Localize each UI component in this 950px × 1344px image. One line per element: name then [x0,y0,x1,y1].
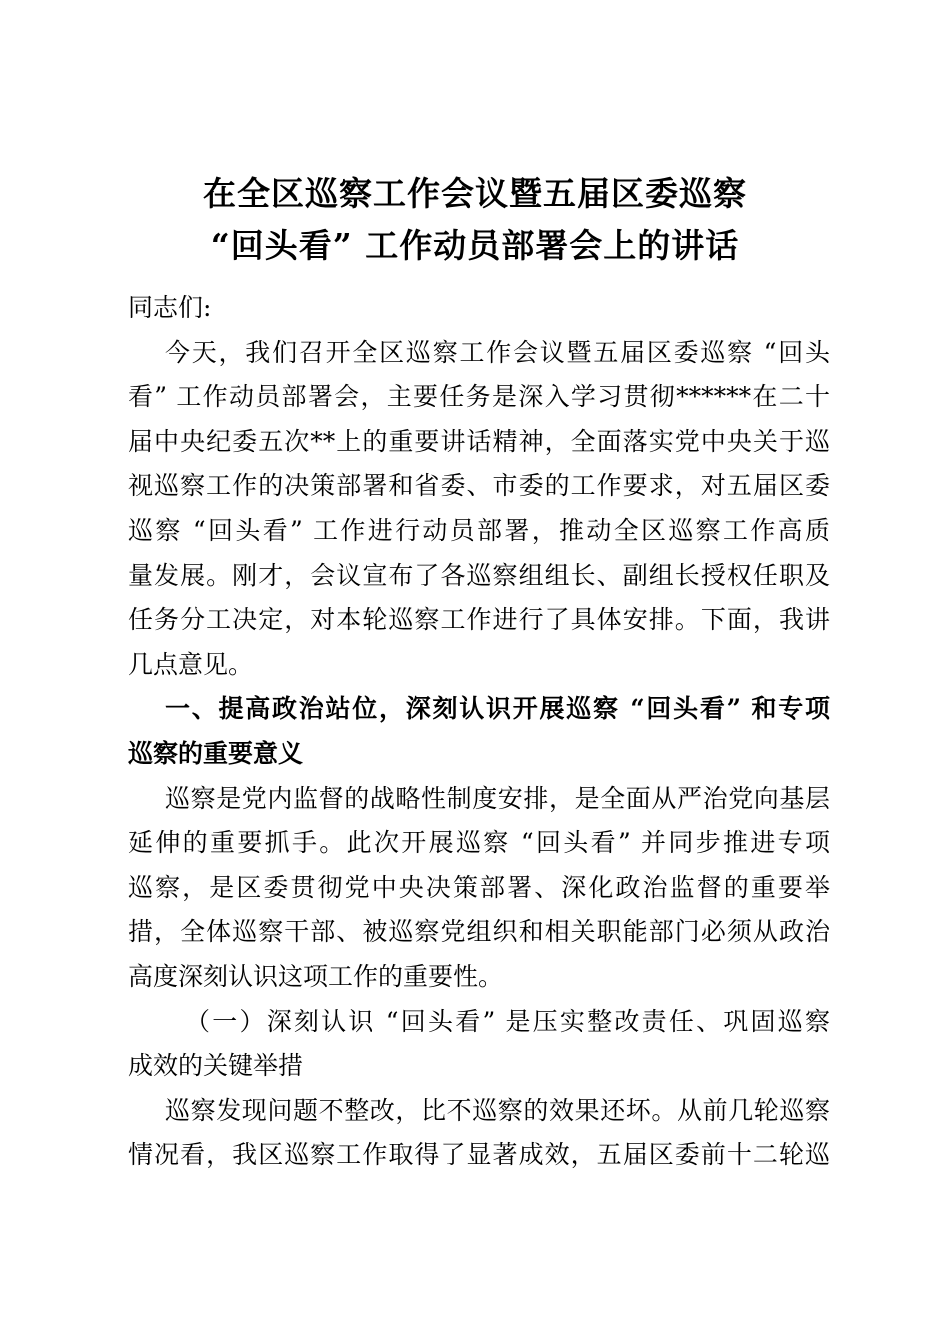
paragraph-section-1 [128,777,830,1000]
text-line: 延伸的重要抓手。此次开展巡察 “回头看” 并同步推进专项 [128,828,830,858]
document-title-line-2: “回头看” 工作动员部署会上的讲话 [210,226,740,265]
document-title-line-1: 在全区巡察工作会议暨五届区委巡察 [203,174,747,213]
text-line: 情况看，我区巡察工作取得了显著成效，五届区委前十二轮巡 [128,1140,830,1170]
text-line: 看” 工作动员部署会，主要任务是深入学习贯彻******在二十 [128,382,830,412]
text-line: 量发展。刚才，会议宣布了各巡察组组长、副组长授权任职及 [128,560,830,590]
text-line: 措，全体巡察干部、被巡察党组织和相关职能部门必须从政治 [128,917,830,947]
heading-line: 成效的关键举措 [128,1051,304,1081]
text-line: 高度深刻认识这项工作的重要性。 [128,961,504,991]
salutation: 同志们: [128,293,212,322]
heading-line: 一、提高政治站位，深刻认识开展巡察 “回头看” 和专项 [165,694,830,724]
text-line: 巡察，是区委贯彻党中央决策部署、深化政治监督的重要举 [128,872,830,902]
heading-line: （一）深刻认识 “回头看” 是压实整改责任、巩固巡察 [185,1006,830,1036]
text-line: 届中央纪委五次**上的重要讲话精神，全面落实党中央关于巡 [128,426,830,456]
text-line: 巡察是党内监督的战略性制度安排，是全面从严治党向基层 [165,783,830,813]
text-line: 几点意见。 [128,649,254,679]
text-line: 任务分工决定，对本轮巡察工作进行了具体安排。下面，我讲 [128,605,830,635]
text-line: 视巡察工作的决策部署和省委、市委的工作要求，对五届区委 [128,471,830,501]
paragraph-subsection-1 [128,1089,830,1178]
text-line: 今天，我们召开全区巡察工作会议暨五届区委巡察 “回头 [165,337,830,367]
heading-line: 巡察的重要意义 [128,738,304,768]
subsection-heading-1 [128,1000,830,1089]
text-line: 巡察 “回头看” 工作进行动员部署，推动全区巡察工作高质 [128,515,830,545]
paragraph-intro [128,331,830,688]
text-line: 巡察发现问题不整改，比不巡察的效果还坏。从前几轮巡察 [165,1095,830,1125]
section-heading-1 [128,687,830,776]
document-body [128,286,830,1178]
